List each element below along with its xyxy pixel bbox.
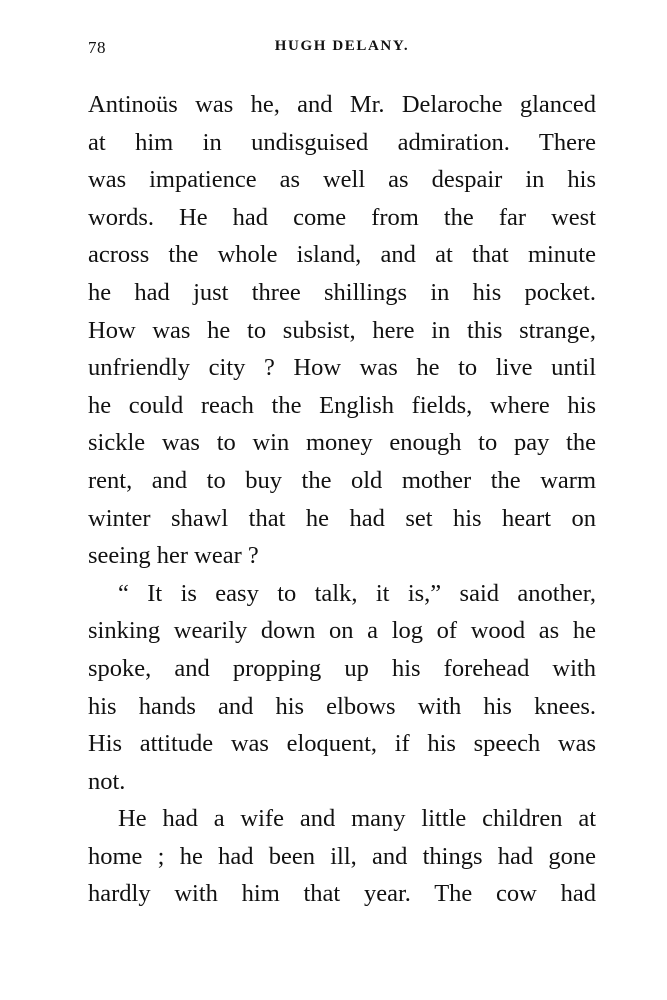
paragraph-2 [88, 575, 596, 801]
text-line: winter shawl that he had set his heart on [88, 504, 596, 532]
text-line: he could reach the English fields, where his [88, 391, 596, 419]
text-line: spoke, and propping up his forehead with [88, 654, 596, 682]
text-line: His attitude was eloquent, if his speech was [88, 730, 596, 758]
running-head-title: HUGH DELANY. [274, 38, 410, 54]
text-line: hardly with him that year. The cow had [88, 880, 596, 908]
text-line: rent, and to buy the old mother the warm [88, 466, 596, 494]
text-line: words. He had come from the far west [88, 203, 596, 231]
page-number: 78 [88, 38, 106, 57]
text-line: at him in undisguised admiration. There [88, 128, 596, 156]
text-line: across the whole island, and at that minute [88, 241, 596, 269]
text-line: He had a wife and many little children at [118, 805, 596, 833]
running-head [88, 38, 596, 60]
body-text [88, 86, 596, 913]
paragraph-1 [88, 86, 596, 575]
text-line: sickle was to win money enough to pay the [88, 429, 596, 457]
text-line: “ It is easy to talk, it is,” said another, [118, 579, 596, 607]
text-line: Antinoüs was he, and Mr. Delaroche glanced [88, 91, 596, 118]
text-line: seeing her wear ? [88, 542, 259, 570]
text-line: not. [88, 767, 126, 795]
text-line: How was he to subsist, here in this strange, [88, 316, 596, 344]
text-line: sinking wearily down on a log of wood as he [88, 617, 596, 645]
text-line: his hands and his elbows with his knees. [88, 692, 596, 720]
text-line: home ; he had been ill, and things had gone [88, 842, 596, 870]
text-line: he had just three shillings in his pocket. [88, 278, 596, 306]
paragraph-3 [88, 800, 596, 913]
text-line: was impatience as well as despair in his [88, 166, 596, 194]
text-line: unfriendly city ? How was he to live until [88, 354, 596, 382]
